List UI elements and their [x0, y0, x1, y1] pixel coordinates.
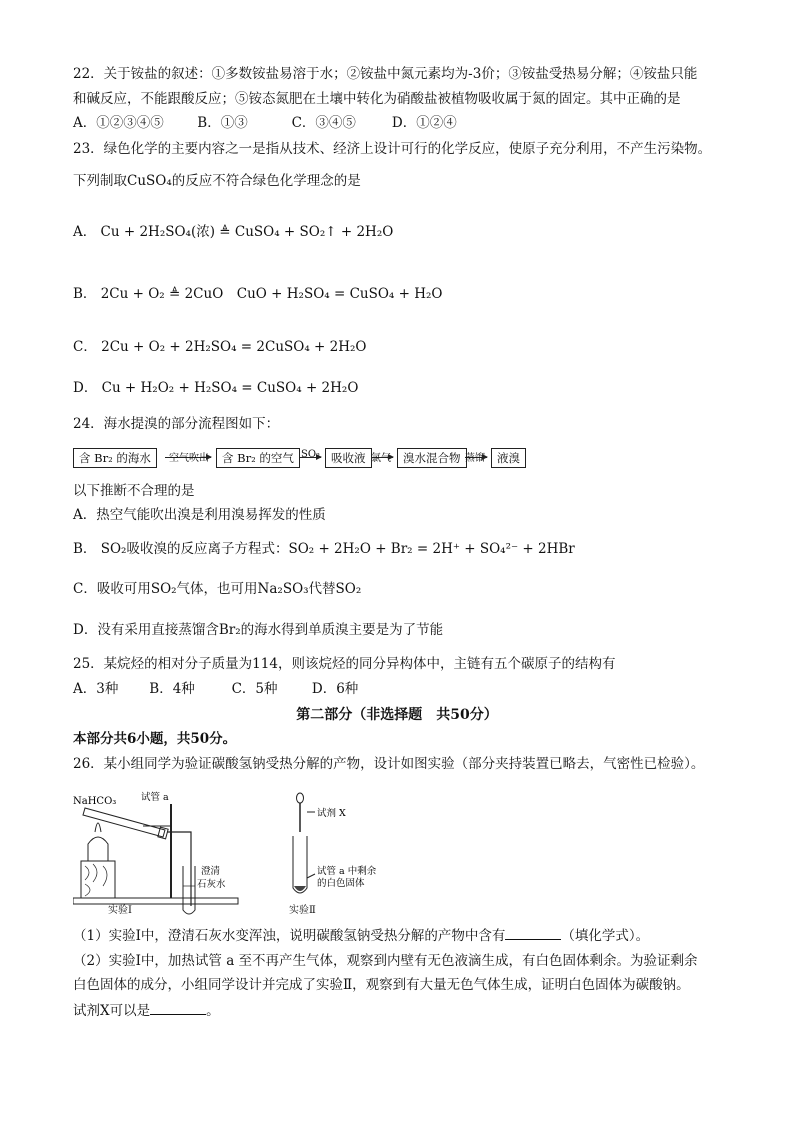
experiment-1-figure [73, 786, 243, 921]
q25-option-d: D．6种 [311, 681, 359, 697]
q26-part2-text: 试剂X可以是 [73, 1003, 151, 1019]
flow-box-bromine: 液溴 [491, 448, 526, 468]
q26-part1-hint: （填化学式）。 [561, 928, 650, 944]
q22-option-c: C．③④⑤ [291, 115, 356, 131]
q24-option-b: B． SO₂吸收溴的反应离子方程式：SO₂ + 2H₂O + Br₂ = 2H⁺ + SO₄²⁻ + 2HBr [73, 541, 575, 557]
q22-option-d: D．①②④ [391, 115, 457, 131]
q26-part2-end: 。 [206, 1003, 220, 1019]
q24-option-a: A．热空气能吹出溴是利用溴易挥发的性质 [73, 507, 326, 523]
part2-title: 第二部分（非选择题 共50分） [296, 707, 498, 723]
label-limewater-1: 澄清 [201, 866, 221, 877]
flow-arrow-4-label: 蒸馏 [465, 453, 485, 464]
flow-box-air: 含 Br₂ 的空气 [216, 448, 300, 468]
q22-options [73, 113, 457, 133]
q24-option-d: D．没有采用直接蒸馏含Br₂的海水得到单质溴主要是为了节能 [73, 622, 444, 638]
label-limewater-2: 石灰水 [197, 879, 226, 890]
q26-part1-blank[interactable] [505, 925, 561, 940]
q25-option-c: C．5种 [231, 681, 278, 697]
q26-part2-blank[interactable] [150, 1000, 206, 1015]
q24-flow-diagram [73, 446, 533, 470]
q26-line1: 26．某小组同学为验证碳酸氢钠受热分解的产物，设计如图实验（部分夹持装置已略去，气密性已检验）。 [73, 756, 705, 772]
label-solid-1: 试管 a 中剩余 [317, 866, 377, 877]
flow-arrow-1-label: 空气吹出 [169, 453, 209, 464]
dropper-bulb [297, 793, 304, 803]
limewater-tube [183, 866, 195, 914]
flow-box-mixture: 溴水混合物 [397, 448, 467, 468]
part2-note: 本部分共6小题，共50分。 [73, 731, 237, 747]
q24-intro: 24．海水提溴的部分流程图如下： [73, 416, 280, 432]
q23-line1: 23．绿色化学的主要内容之一是指从技术、经济上设计可行的化学反应，使原子充分利用，不产生污染物。 [73, 141, 712, 157]
q22-option-a: A．①②③④⑤ [73, 115, 164, 131]
q26-part2-line3 [73, 1000, 220, 1021]
test-tube-b [293, 836, 307, 893]
q22-line1: 22．关于铵盐的叙述：①多数铵盐易溶于水；②铵盐中氮元素均为-3价；③铵盐受热易分解；④铵盐只能 [73, 66, 698, 82]
label-nahco3: NaHCO₃ [73, 796, 117, 807]
q25-options [73, 679, 358, 699]
q23-option-d: D． Cu + H₂O₂ + H₂SO₄ = CuSO₄ + 2H₂O [73, 380, 359, 396]
experiment-1-caption: 实验Ⅰ [108, 905, 132, 916]
test-tube-a [83, 808, 165, 837]
q23-option-c: C． 2Cu + O₂ + 2H₂SO₄ = 2CuSO₄ + 2H₂O [73, 339, 367, 355]
q26-part1 [73, 925, 649, 946]
label-test-tube-a: 试管 a [141, 792, 169, 803]
q23-line2: 下列制取CuSO₄的反应不符合绿色化学理念的是 [73, 173, 361, 189]
q26-part1-text: （1）实验Ⅰ中，澄清石灰水变浑浊，说明碳酸氢钠受热分解的产物中含有 [73, 928, 506, 944]
flow-arrow-1 [165, 453, 211, 464]
q25-option-a: A．3种 [73, 681, 119, 697]
flow-arrow-4 [465, 453, 487, 464]
q22-line2: 和碱反应，不能跟酸反应；⑤铵态氮肥在土壤中转化为硝酸盐被植物吸收属于氮的固定。其中正确的是 [73, 91, 681, 107]
flow-arrow-2 [299, 449, 321, 460]
lamp-flame [95, 823, 101, 832]
q26-part2-line2: 白色固体的成分，小组同学设计并完成了实验Ⅱ，观察到有大量无色气体生成，证明白色固体为碳酸钠。 [73, 977, 690, 993]
stand-base [73, 898, 238, 904]
q22-option-b: B．①③ [197, 115, 248, 131]
q24-question: 以下推断不合理的是 [73, 483, 195, 499]
flow-arrow-2-label: SO₂ [301, 449, 321, 460]
label-solid-2: 的白色固体 [317, 878, 365, 889]
label-reagent-x: 试剂 X [317, 808, 346, 819]
experiment-2-figure [285, 792, 395, 902]
alcohol-lamp [88, 837, 108, 861]
q23-option-a: A． Cu + 2H₂SO₄(浓) ≜ CuSO₄ + SO₂↑ + 2H₂O [73, 224, 394, 240]
flow-arrow-3-label: 氯气 [371, 453, 391, 464]
q24-option-c: C．吸收可用SO₂气体，也可用Na₂SO₃代替SO₂ [73, 581, 362, 597]
q25-line1: 25．某烷烃的相对分子质量为114，则该烷烃的同分异构体中，主链有五个碳原子的结构有 [73, 656, 616, 672]
q23-option-b: B． 2Cu + O₂ ≜ 2CuO CuO + H₂SO₄ = CuSO₄ + H₂O [73, 286, 443, 302]
flow-arrow-3 [371, 453, 393, 464]
flow-box-absorb: 吸收液 [325, 448, 372, 468]
q25-option-b: B．4种 [149, 681, 195, 697]
flow-box-seawater: 含 Br₂ 的海水 [73, 448, 157, 468]
experiment-2-caption: 实验Ⅱ [289, 905, 316, 916]
q26-part2-line1: （2）实验Ⅰ中，加热试管 a 至不再产生气体，观察到内壁有无色液滴生成，有白色固体剩余。为验证剩余 [73, 953, 698, 969]
